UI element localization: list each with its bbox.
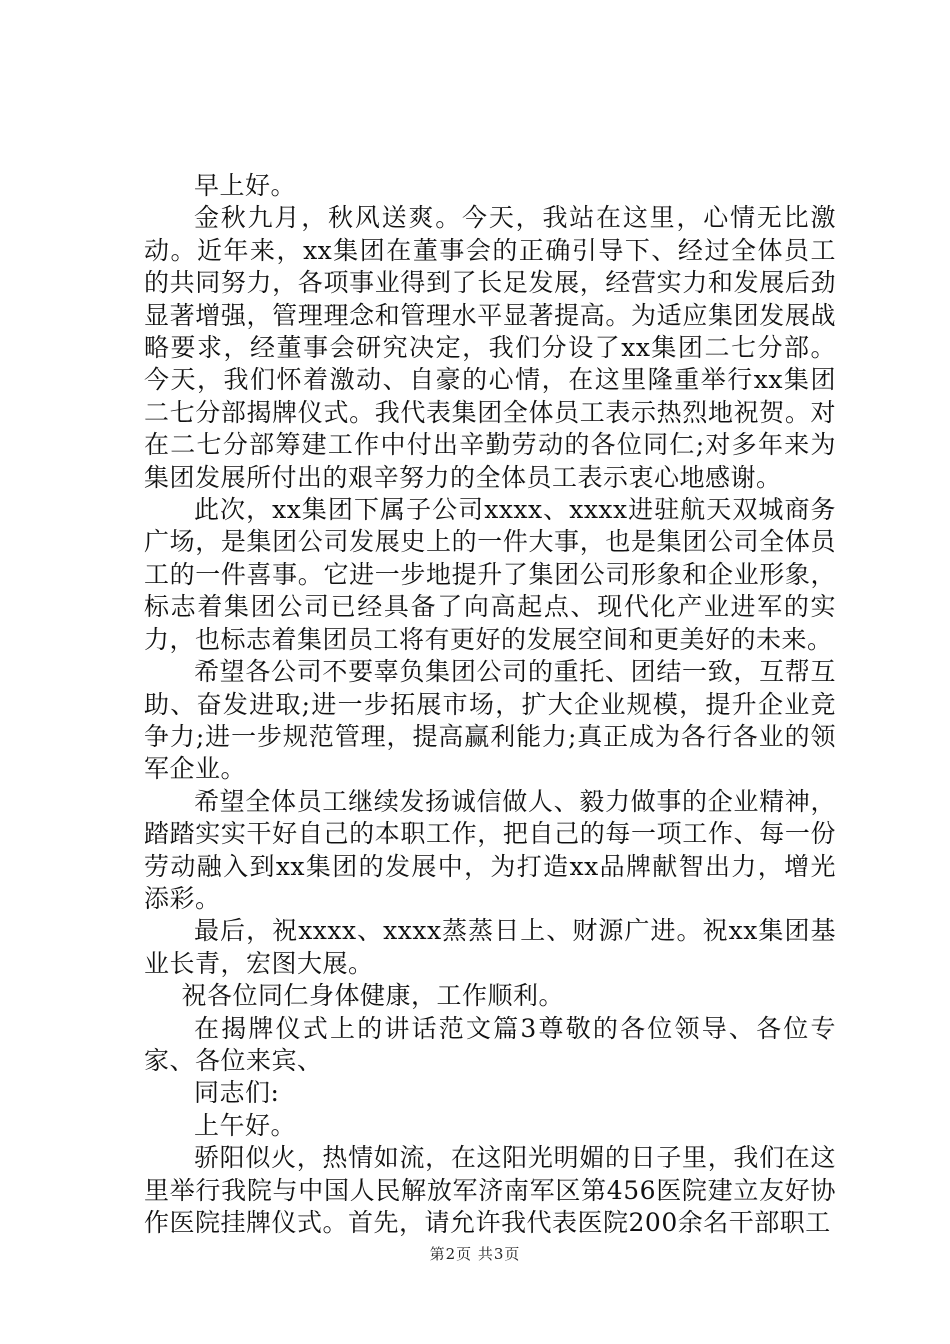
paragraph-comrades: 同志们: bbox=[194, 1078, 280, 1108]
paragraph-morning: 上午好。 bbox=[194, 1110, 297, 1140]
paragraph-subsidiaries: 此次，xx集团下属子公司xxxx、xxxx进驻航天双城商务广场，是集团公司发展史上的一件大事，也是集团公司全体员工的一件喜事。它进一步地提升了集团公司形象和企业形象，标志着集团公司已经具备了向高起点、现代化产业进军的实力，也标志着集团员工将有更好的发展空间和更美好的未来。 bbox=[144, 495, 836, 654]
paragraph-hope-employees: 希望全体员工继续发扬诚信做人、毅力做事的企业精神，踏踏实实干好自己的本职工作，把自己的每一项工作、每一份劳动融入到xx集团的发展中，为打造xx品牌献智出力，增光添彩。 bbox=[144, 786, 836, 913]
document-body bbox=[144, 170, 836, 1239]
paragraph-health: 祝各位同仁身体健康，工作顺利。 bbox=[181, 981, 565, 1011]
paragraph-hope-companies: 希望各公司不要辜负集团公司的重托、团结一致，互帮互助、奋发进取;进一步拓展市场，扩大企业规模，提升企业竞争力;进一步规范管理，提高赢利能力;真正成为各行各业的领军企业。 bbox=[144, 657, 836, 784]
paragraph-ceremony: 骄阳似火，热情如流，在这阳光明媚的日子里，我们在这里举行我院与中国人民解放军济南军区第456医院建立友好协作医院挂牌仪式。首先，请允许我代表医院200余名干部职工 bbox=[144, 1143, 836, 1237]
paragraph-greeting: 早上好。 bbox=[194, 171, 297, 200]
paragraph-opening: 金秋九月，秋风送爽。今天，我站在这里，心情无比激动。近年来，xx集团在董事会的正确引导下、经过全体员工的共同努力，各项事业得到了长足发展，经营实力和发展后劲显著增强，管理理念和管理水平显著提高。为适应集团发展战略要求，经董事会研究决定，我们分设了xx集团二七分部。今天，我们怀着激动、自豪的心情，在这里隆重举行xx集团二七分部揭牌仪式。我代表集团全体员工表示热烈地祝贺。对在二七分部筹建工作中付出辛勤劳动的各位同仁;对多年来为集团发展所付出的艰辛努力的全体员工表示衷心地感谢。 bbox=[144, 203, 836, 492]
paragraph-speech-title: 在揭牌仪式上的讲话范文篇3尊敬的各位领导、各位专家、各位来宾、 bbox=[144, 1013, 836, 1075]
page-footer: 第2页 共3页 bbox=[429, 1245, 521, 1263]
paragraph-wishes: 最后，祝xxxx、xxxx蒸蒸日上、财源广进。祝xx集团基业长青，宏图大展。 bbox=[144, 916, 836, 978]
